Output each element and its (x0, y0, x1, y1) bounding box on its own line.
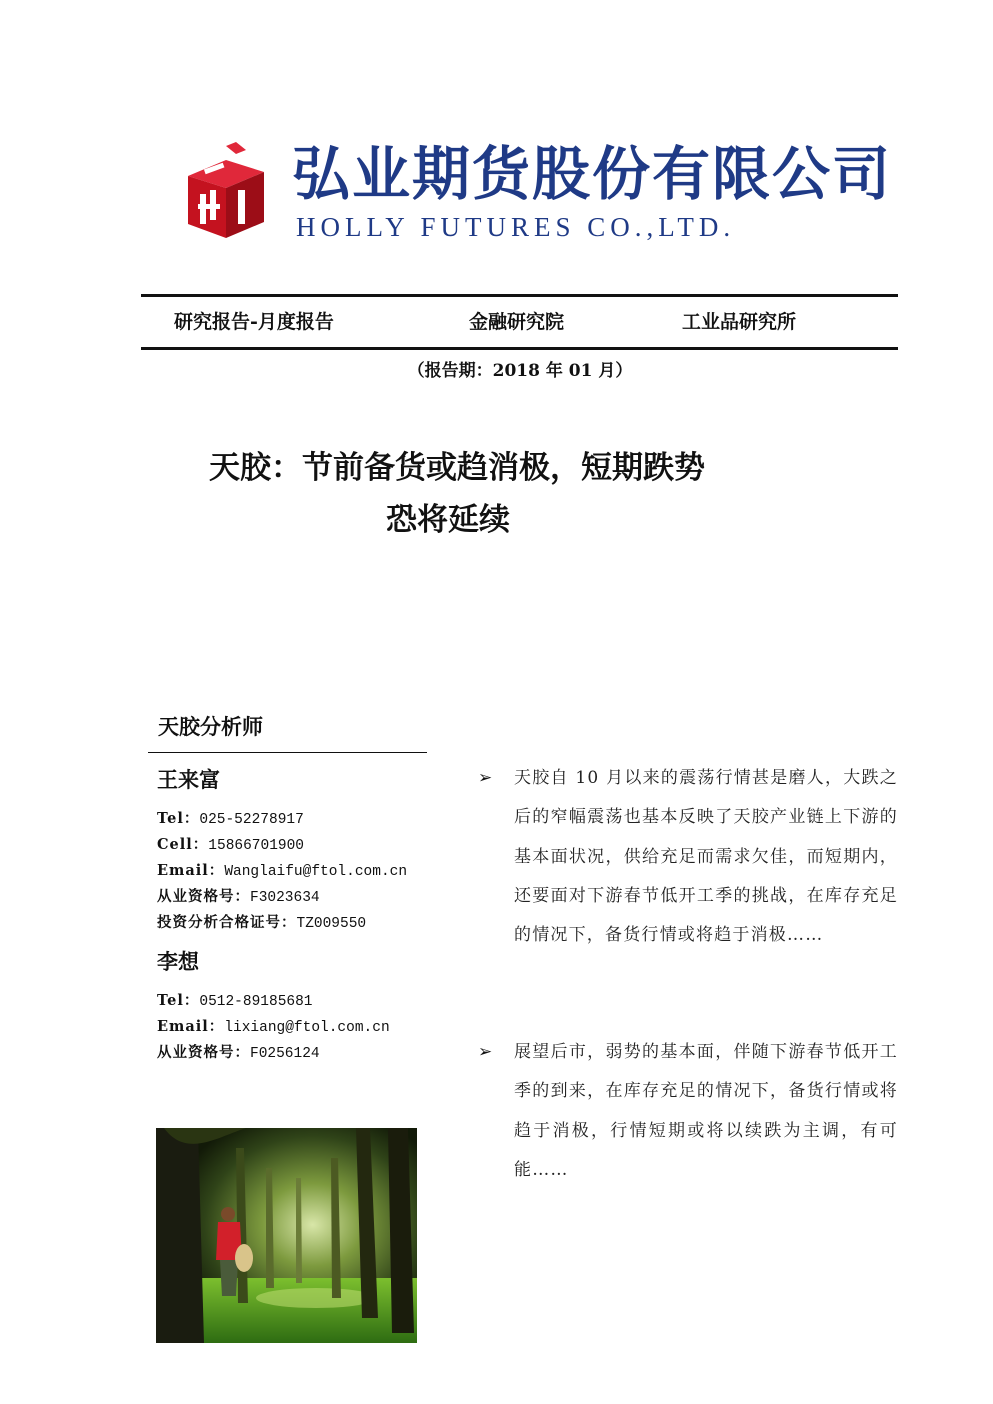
analyst-name: 李想 (157, 949, 199, 974)
institute: 金融研究院 (469, 311, 565, 333)
rubber-forest-photo-icon (156, 1128, 417, 1343)
report-title-line-1: 天胶：节前备货或趋消极，短期跌势 (209, 450, 705, 486)
department: 工业品研究所 (682, 311, 797, 333)
report-type: 研究报告-月度报告 (174, 311, 334, 333)
analyst-name: 王来富 (157, 767, 220, 792)
analyst-email[interactable]: Email：lixiang@ftol.com.cn (157, 1018, 390, 1036)
analyst-heading: 天胶分析师 (158, 714, 263, 739)
analyst-license: 从业资格号：F0256124 (157, 1044, 320, 1062)
analyst-tel: Tel：0512-89185681 (157, 992, 313, 1010)
analyst-tel: Tel：025-52278917 (157, 810, 304, 828)
summary-bullet: 展望后市，弱势的基本面，伴随下游春节低开工季的到来，在库存充足的情况下，备货行情或将趋于消极，行情短期或将以续跌为主调，有可能…… (514, 1042, 898, 1180)
holly-logo-mark-icon (184, 142, 266, 238)
bullet-arrow-icon: ➢ (478, 768, 493, 788)
company-name-cn: 弘业期货股份有限公司 (292, 140, 893, 208)
header-rule-bottom (141, 347, 898, 350)
company-name-en: HOLLY FUTURES CO.,LTD. (296, 212, 736, 242)
bullet-arrow-icon: ➢ (478, 1042, 493, 1062)
summary-bullet: 天胶自 10 月以来的震荡行情甚是磨人，大跌之后的窄幅震荡也基本反映了天胶产业链上下游的基本面状况，供给充足而需求欠佳，而短期内，还要面对下游春节低开工季的挑战，在库存充足的情况下，备货行情或将趋于消极…… (514, 768, 898, 946)
report-period: （报告期：2018 年 01 月） (407, 361, 633, 381)
analyst-divider (148, 752, 427, 753)
header-rule-top (141, 294, 898, 297)
report-title-line-2: 恐将延续 (386, 502, 510, 538)
analyst-invest-cert: 投资分析合格证号：TZ009550 (157, 914, 367, 932)
analyst-cell: Cell：15866701900 (157, 836, 305, 854)
analyst-license: 从业资格号：F3023634 (157, 888, 320, 906)
analyst-email[interactable]: Email：Wanglaifu@ftol.com.cn (157, 862, 408, 880)
